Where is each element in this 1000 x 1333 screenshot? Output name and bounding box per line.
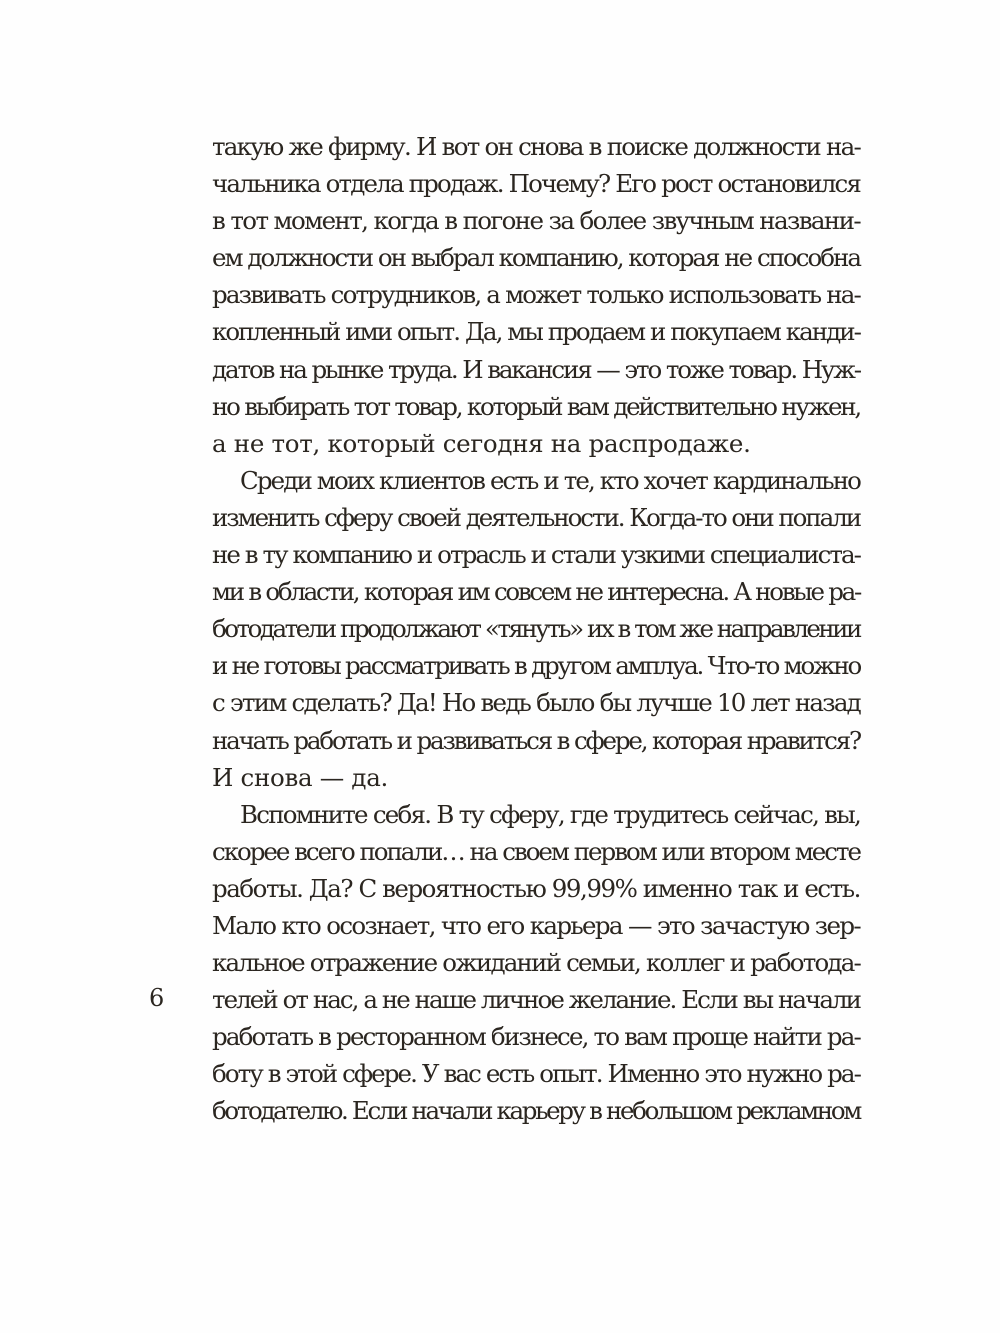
paragraph-3 xyxy=(212,796,860,1130)
text-line: изменить сферу своей деятельности. Когда-то они попали xyxy=(212,502,860,532)
text-line: чальника отдела продаж. Почему? Его рост остановился xyxy=(212,169,860,199)
text-line: работы. Да? С вероятностью 99,99% именно так и есть. xyxy=(212,873,860,903)
text-line: ботодателю. Если начали карьеру в небольшом рекламном xyxy=(212,1096,860,1126)
text-line: Вспомните себя. В ту сферу, где трудитесь сейчас, вы, xyxy=(240,799,860,829)
text-line: ми в области, которая им совсем не интересна. А новые ра- xyxy=(212,577,860,607)
text-line: начать работать и развиваться в сфере, которая нравится? xyxy=(212,725,860,755)
text-line: но выбирать тот товар, который вам действительно нужен, xyxy=(212,391,860,421)
text-line: скорее всего попали… на своем первом или втором месте xyxy=(212,836,860,866)
text-line: а не тот, который сегодня на распродаже. xyxy=(212,428,751,458)
text-line: боту в этой сфере. У вас есть опыт. Именно это нужно ра- xyxy=(212,1059,860,1089)
text-line: копленный ими опыт. Да, мы продаем и покупаем канди- xyxy=(212,317,860,347)
text-line: такую же фирму. И вот он снова в поиске должности на- xyxy=(212,132,860,161)
text-line: Среди моих клиентов есть и те, кто хочет кардинально xyxy=(240,465,860,495)
text-line: развивать сотрудников, а может только использовать на- xyxy=(212,280,860,310)
body-text xyxy=(212,128,860,1130)
text-line: ботодатели продолжают «тянуть» их в том же направлении xyxy=(212,614,860,644)
text-line: и не готовы рассматривать в другом амплуа. Что-то можно xyxy=(212,651,860,681)
text-line: И снова — да. xyxy=(212,762,389,792)
paragraph-2 xyxy=(212,462,860,796)
text-line: телей от нас, а не наше личное желание. Если вы начали xyxy=(212,985,860,1015)
text-line: не в ту компанию и отрасль и стали узкими специалиста- xyxy=(212,540,860,570)
page-number: 6 xyxy=(149,984,165,1012)
text-line: датов на рынке труда. И вакансия — это тоже товар. Нуж- xyxy=(212,354,860,384)
text-line: с этим сделать? Да! Но ведь было бы лучше 10 лет назад xyxy=(212,688,860,718)
paragraph-1 xyxy=(212,128,860,462)
text-line: кальное отражение ожиданий семьи, коллег и работода- xyxy=(212,948,860,978)
text-line: ем должности он выбрал компанию, которая не способна xyxy=(212,243,860,273)
text-line: в тот момент, когда в погоне за более звучным названи- xyxy=(212,206,860,236)
text-line: Мало кто осознает, что его карьера — это зачастую зер- xyxy=(212,910,860,940)
text-line: работать в ресторанном бизнесе, то вам проще найти ра- xyxy=(212,1022,860,1052)
